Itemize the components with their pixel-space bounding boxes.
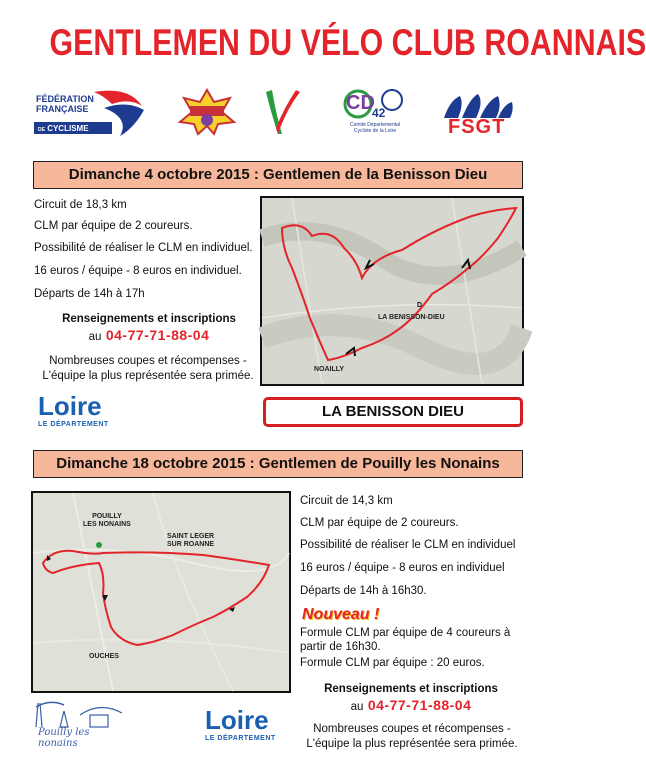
ffc-line1: FÉDÉRATION — [36, 94, 94, 104]
event2-phone-row — [296, 697, 526, 715]
event2-map — [31, 491, 291, 693]
event1-line-format: CLM par équipe de 2 coureurs. — [34, 220, 193, 232]
event1-phone-prefix: au — [88, 331, 102, 343]
fsgt-logo — [440, 92, 516, 138]
event2-map-label-ouches: OUCHES — [89, 653, 119, 660]
cd42-letters: CD — [346, 92, 375, 114]
event2-map-label-pouilly2: LES NONAINS — [83, 521, 131, 528]
event1-phone-row — [34, 327, 264, 345]
cd42-number: 42 — [372, 106, 386, 120]
cd42-sub1: Comité Départemental — [349, 122, 401, 128]
event2-line-start: Départs de 14h à 16h30. — [300, 585, 427, 597]
club-badge-icon — [178, 88, 236, 136]
pouilly-logo — [30, 697, 130, 749]
event2-banner: Dimanche 18 octobre 2015 : Gentlemen de Pouilly les Nonains — [33, 450, 523, 478]
loire-logo-2 — [205, 707, 305, 743]
event2-line-format: CLM par équipe de 2 coureurs. — [300, 517, 459, 529]
event2-phone: 04-77-71-88-04 — [367, 697, 472, 713]
event1-route-map — [262, 198, 522, 384]
event2-prizes-line1: Nombreuses coupes et récompenses - — [313, 723, 511, 735]
loire-sub-1: LE DÉPARTEMENT — [38, 421, 109, 428]
event2-new-line1: Formule CLM par équipe de 4 coureurs à — [300, 627, 511, 639]
event2-registration-label: Renseignements et inscriptions — [324, 683, 498, 695]
event1-map-start-marker: D — [417, 302, 423, 309]
v-logo — [262, 86, 302, 138]
event2-new-line3: Formule CLM par équipe : 20 euros. — [300, 657, 485, 669]
event2-line-price: 16 euros / équipe - 8 euros en individuel — [300, 562, 505, 574]
event1-map-label-town: LA BENISSON-DIEU — [378, 314, 445, 321]
loire-word-2: Loire — [205, 705, 269, 735]
event2-map-label-stleger2: SUR ROANNE — [167, 541, 215, 548]
loire-logo-1 — [38, 393, 138, 429]
event1-line-price: 16 euros / équipe - 8 euros en individuel. — [34, 265, 242, 277]
v-check-icon — [262, 86, 302, 138]
event1-map — [260, 196, 524, 386]
event1-prizes-line2: L'équipe la plus représentée sera primée. — [42, 370, 254, 382]
ffc-de: DE — [38, 127, 45, 133]
loire-sub-2: LE DÉPARTEMENT — [205, 735, 276, 742]
event2-new-line2: partir de 16h30. — [300, 641, 381, 653]
cd42-logo — [340, 88, 410, 136]
event1-place-box: LA BENISSON DIEU — [263, 397, 523, 427]
event2-line-distance: Circuit de 14,3 km — [300, 495, 393, 507]
event2-prizes-line2: L'équipe la plus représentée sera primée. — [306, 738, 518, 750]
event1-banner: Dimanche 4 octobre 2015 : Gentlemen de la Benisson Dieu — [33, 161, 523, 189]
pouilly-logo-text: Pouilly les nonains — [38, 727, 90, 749]
pouilly-church-icon — [30, 697, 130, 731]
event1-map-label-noailly: NOAILLY — [314, 366, 345, 373]
ffc-line2: FRANÇAISE — [36, 104, 89, 114]
event1-line-start: Départs de 14h à 17h — [34, 288, 145, 300]
ffc-logo — [34, 88, 146, 138]
club-logo — [178, 88, 236, 136]
fsgt-text: FSGT — [448, 116, 506, 138]
event2-line-individual: Possibilité de réaliser le CLM en individuel — [300, 539, 516, 551]
event1-line-individual: Possibilité de réaliser le CLM en individuel. — [34, 242, 253, 254]
event2-route-map — [33, 493, 289, 691]
event2-map-label-stleger1: SAINT LEGER — [167, 533, 215, 540]
loire-word-1: Loire — [38, 391, 102, 421]
event1-line-distance: Circuit de 18,3 km — [34, 199, 127, 211]
page-title: GENTLEMEN DU VÉLO CLUB ROANNAIS — [49, 22, 646, 63]
event1-phone: 04-77-71-88-04 — [105, 327, 210, 343]
event1-registration-label: Renseignements et inscriptions — [62, 313, 236, 325]
event2-map-label-pouilly1: POUILLY — [92, 513, 122, 520]
event2-phone-prefix: au — [350, 701, 364, 713]
ffc-line3: CYCLISME — [47, 124, 89, 133]
cd42-sub2: Cycliste de la Loire — [353, 128, 397, 134]
event1-prizes-line1: Nombreuses coupes et récompenses - — [49, 355, 247, 367]
event2-nouveau-heading: Nouveau ! — [302, 606, 380, 623]
